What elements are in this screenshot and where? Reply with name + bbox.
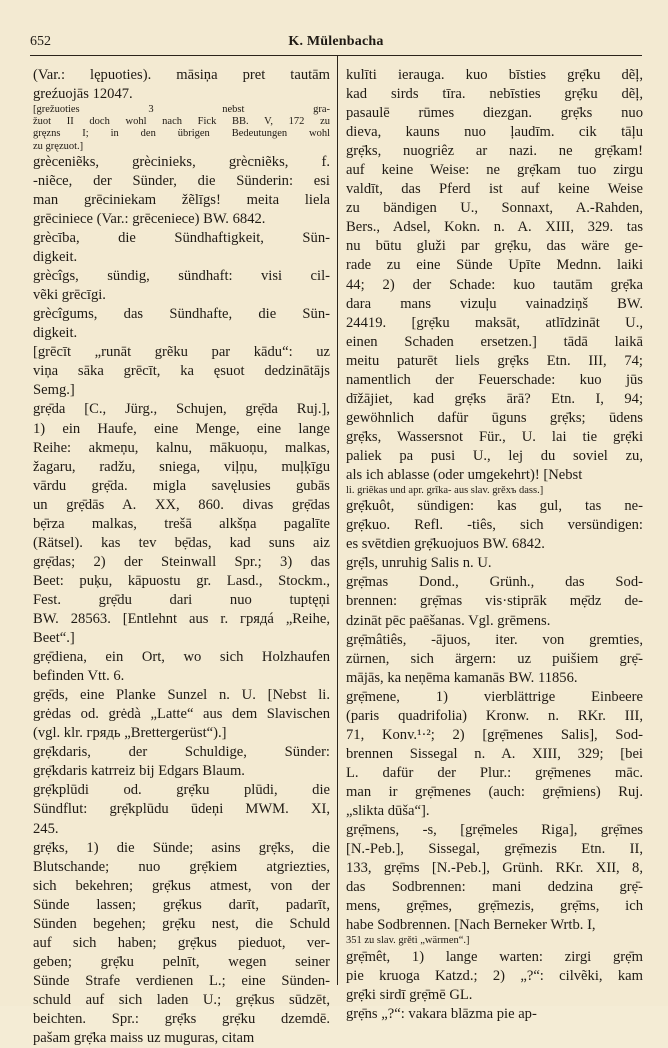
entry-line: L. dafür der Plur.: grẹ̄menes māc. [346, 764, 643, 781]
dictionary-entry [346, 497, 643, 554]
dictionary-entry [33, 229, 330, 267]
entry-line: pie kruoga Katzd.; 2) „?“: cilvẽki, kam [346, 967, 643, 984]
dictionary-entry [346, 631, 643, 688]
etymology-note [346, 935, 643, 947]
entry-line: [grežuoties 3 nebst gra- [33, 104, 330, 116]
entry-line: vẽki grēcīgi. [33, 287, 106, 304]
entry-line: viņa sāka grēcīt, ka ęsuot dedzinātājs [33, 363, 330, 380]
dictionary-entry [33, 648, 330, 686]
dictionary-entry [346, 948, 643, 1005]
entry-line: grėdas od. grėdà „Latte“ aus dem Slavischen [33, 706, 330, 723]
entry-line: grẹ̄diena, ein Ort, wo sich Holzhaufen [33, 649, 330, 666]
entry-line: (paris quadrifolia) Kronw. n. RKr. III, [346, 707, 643, 724]
entry-line: grècība, die Sündhaftigkeit, Sün- [33, 230, 330, 247]
page-number: 652 [30, 34, 51, 49]
entry-line: grẹ̄mâtiês, -ājuos, iter. von gremties, [346, 631, 643, 648]
entry-line: grẹ̄da [C., Jürg., Schujen, grẹ̄da Ruj.], [33, 401, 330, 418]
entry-line: (Rätsel). kas tev bẹ̄das, kad suns aiz [33, 534, 330, 551]
entry-line: grẹ̄ks, nuogriêz ar nazi. ne grẹ̄kam! [346, 143, 643, 160]
entry-line: Semg.] [33, 382, 75, 399]
entry-line: grẹ̄kplūdi od. grẹ̄ku plūdi, die [33, 782, 330, 799]
entry-line: žuot II doch wohl nach Fick BB. V, 172 zu [33, 116, 330, 128]
entry-line: Sündflut: grẹ̄kplūdu ūdeņi MWM. XI, [33, 801, 330, 818]
dictionary-entry [33, 267, 330, 305]
right-column [346, 66, 643, 1024]
entry-line: bẹ̄rza malkas, trešā alkšņa pagalīte [33, 515, 330, 532]
entry-line: 44; 2) der Schade: kuo tautām grẹ̄ka [346, 276, 643, 293]
entry-line: habe Sodbrennen. [Nach Berneker Wrtb. I, [346, 917, 596, 934]
entry-line: sich bekehren; grẹ̄kus atmest, von der [33, 877, 330, 894]
entry-line: auf sich haben; grẹ̄kus pieduot, ver- [33, 934, 330, 951]
entry-line: 351 zu slav. grětì „wärmen“.] [346, 935, 470, 947]
entry-line: li. griẽkas und apr. grīka- aus slav. grěxъ dass.] [346, 485, 544, 497]
entry-line: dara mans vizuļu vainadziņš BW. [346, 295, 643, 312]
entry-line: dzināt pēc paēšanas. Vgl. grēmens. [346, 612, 551, 629]
running-head: K. Mülenbacha [288, 34, 384, 49]
dictionary-entry [346, 554, 643, 573]
dictionary-entry [33, 305, 330, 343]
entry-line: „slikta dūša“]. [346, 802, 430, 819]
entry-line: man ir grẹ̄menes (auch: grẹ̄miens) Ruj. [346, 783, 643, 800]
entry-line: digkeit. [33, 325, 78, 342]
entry-line: es svētdien grẹ̄kuojuos BW. 6842. [346, 536, 545, 553]
dictionary-entry [33, 153, 330, 229]
entry-line: 24419. [grẹ̄ku maksāt, atlīdzināt U., [346, 314, 643, 331]
entry-line: gewöhnlich dafür ūguns grẹ̄ks; ūdens [346, 409, 643, 426]
entry-line: grẹ̄mas Dond., Grünh., das Sod- [346, 574, 643, 591]
entry-line: grēciniece (Var.: grēceniece) BW. 6842. [33, 211, 266, 227]
entry-line: greźuojās 12047. [33, 86, 133, 103]
entry-line: zürnen, sich ärgern: uz puišiem grẹ̄- [346, 650, 643, 667]
entry-line: mājās, ka neņēma kamanās BW. 11856. [346, 669, 578, 686]
entry-line: paliek pa pusi U., lej du soviel zu, [346, 447, 643, 464]
entry-line: grẹ̄das; 2) der Steinwall Spr.; 3) das [33, 553, 330, 570]
entry-line: meitu paturēt liels grẹ̄ks Etn. III, 74; [346, 352, 643, 369]
header-rule [30, 55, 642, 56]
entry-line: Beet: puķu, kāpuostu gr. Lasd., Stockm., [33, 572, 330, 589]
entry-line: grẹ̄ks, 1) die Sünde; asins grẹ̄ks, die [33, 839, 330, 856]
entry-line: 245. [33, 820, 59, 837]
etymology-note [346, 485, 643, 497]
entry-line: žagaru, radžu, sniega, viļņu, muļķīgu [33, 458, 330, 475]
left-column [33, 66, 330, 1048]
entry-line: befinden Vtt. 6. [33, 668, 125, 685]
entry-line: als ich ablasse (oder umgekehrt)! [Nebst [346, 466, 583, 483]
entry-line: Beet“.] [33, 630, 75, 647]
dictionary-entry [346, 1005, 643, 1024]
entry-line: namentlich der Feuerschade: kuo jūs [346, 371, 643, 388]
entry-line: dieva, kauns nuo ļaudīm. cik tāļu [346, 124, 643, 141]
dictionary-entry [33, 781, 330, 838]
dictionary-entry [33, 343, 330, 400]
entry-line: grèceniẽks, grècinieks, grècniẽks, f. [33, 153, 330, 170]
entry-line: grẹ̄ki sirdī grẹ̄mē GL. [346, 986, 473, 1003]
entry-line: digkeit. [33, 249, 78, 266]
dictionary-entry [346, 821, 643, 935]
column-divider [337, 55, 338, 985]
entry-line: brennen Sissegal n. A. XIII, 329; [bei [346, 745, 643, 762]
entry-line: zu bändigen U., Sonnaxt, A.-Rahden, [346, 200, 643, 217]
entry-line: BW. 28563. [Entlehnt aus r. грядá „Reihe, [33, 610, 330, 627]
entry-line: grẹ̄ls, unruhig Salis n. U. [346, 555, 492, 572]
entry-line: pasaulē rūmes diezgan. grẹ̄ks nuo [346, 105, 643, 122]
entry-line: beichten. Spr.: grẹ̄ks grẹ̄ku dzemdē. [33, 1010, 330, 1027]
entry-line: nu būtu gluži par grẹ̄ku, das wäre ge- [346, 238, 643, 255]
dictionary-entry [346, 66, 643, 485]
entry-line: grècîgums, das Sündhafte, die Sün- [33, 306, 330, 323]
entry-line: auf keine Weise: ne grẹ̄kam tuo zirgu [346, 162, 643, 179]
entry-line: grẹ̄mêt, 1) lange warten: zirgi grẹ̄m [346, 948, 643, 965]
entry-line: grẹ̄ns „?“: vakara blāzma pie ap- [346, 1005, 537, 1022]
dictionary-entry [346, 688, 643, 821]
entry-line: 71, Konv.¹·²; 2) [grẹ̄menes Salis], Sod- [346, 726, 643, 743]
entry-line: vārdu grẹ̄da. migla savęlusies gubās [33, 477, 330, 494]
entry-line: grẹ̄ks, Wassersnot Für., U. lai tie grẹ̄ki [346, 428, 643, 445]
entry-line: 1) ein Haufe, eine Menge, eine lange [33, 420, 330, 437]
entry-line: [grēcīt „runāt grẽku par kādu“: uz [33, 344, 330, 361]
entry-line: grẹ̄mens, -s, [grẹ̄meles Riga], grẹ̄mes [346, 822, 643, 839]
entry-line: -niẽce, der Sünder, die Sünderin: esi [33, 172, 330, 189]
entry-line: rade zu eine Sünde Upīte Mednn. laiki [346, 257, 643, 274]
etymology-note [33, 104, 330, 153]
entry-line: 133, grẹ̄ms [N.-Peb.], Grünh. RKr. XII, 8, [346, 860, 643, 877]
entry-line: Blutschande; nuo grẹ̄kiem atgriezties, [33, 858, 330, 875]
entry-line: Sünden begehen; grẹ̄ku nest, die Schuld [33, 915, 330, 932]
entry-line: valdīt, das Pferd ist auf keine Weise [346, 181, 643, 198]
dictionary-entry [33, 400, 330, 648]
entry-line: Reihe: akmeņu, kalnu, mākuoņu, malkas, [33, 439, 330, 456]
page-header [30, 30, 642, 50]
entry-line: gręzns I; in den übrigen Bedeutungen wohl [33, 128, 330, 140]
entry-line: man grēciniekam žẽlīgs! meita liela [33, 191, 330, 208]
entry-line: zu gręzuot.] [33, 140, 84, 152]
entry-line: pašam grẹ̄ka maiss uz muguras, citam [33, 1030, 255, 1047]
entry-line: (Var.: lępuoties). māsiņa pret tautām [33, 67, 330, 83]
entry-line: grẹ̄kdaris, der Schuldige, Sünder: [33, 744, 330, 761]
entry-line: Sünde lassen; grẹ̄kus darīt, padarīt, [33, 896, 330, 913]
entry-line: kad sirds tīra. nebīsties grẹ̄ku dẽļ, [346, 86, 643, 103]
entry-line: mens, grẹ̄mes, grẹ̄mezis, grẹ̄ms, ich [346, 898, 643, 915]
dictionary-entry [33, 743, 330, 781]
entry-line: einen Schaden ersetzen.] tādā laikā [346, 333, 643, 350]
entry-line: [N.-Peb.], Sissegal, grẹ̄mezis Etn. II, [346, 841, 643, 858]
entry-line: das Sodbrennen: mani dedzina grẹ̄- [346, 879, 643, 896]
dictionary-entry [33, 686, 330, 743]
entry-line: geben; grẹ̄ku pelnīt, wegen seiner [33, 953, 330, 970]
entry-line: grècîgs, sündig, sündhaft: visi cil- [33, 268, 330, 285]
entry-line: grẹ̄ds, eine Planke Sunzel n. U. [Nebst li. [33, 687, 330, 704]
entry-line: grẹ̄kdaris katrreiz bij Edgars Blaum. [33, 763, 245, 780]
entry-line: schuld auf sich laden U.; grẹ̄kus sūdzēt, [33, 991, 330, 1008]
entry-line: dīžājiet, kad grẹ̄ks ārā? Etn. I, 94; [346, 390, 643, 407]
entry-line: kulīti ierauga. kuo bīsties grẹ̄ku dẽļ, [346, 67, 643, 83]
entry-line: (vgl. klr. грядь „Brettergerüst“).] [33, 725, 227, 742]
entry-line: grẹ̄kuo. Refl. -tiês, sich versündigen: [346, 517, 643, 534]
entry-line: brennen: grẹ̄mas vis·stiprāk mẹ̄dz de- [346, 593, 643, 610]
entry-line: Bers., Adsel, Kokn. n. A. XIII, 329. tas [346, 219, 643, 236]
entry-line: un grẹ̄dās A. XX, 860. divas grẹ̄das [33, 496, 330, 513]
entry-line: Sünde Strafe verdienen L.; eine Sünden- [33, 972, 330, 989]
entry-line: Fest. grẹ̄du dari nuo tuptęņi [33, 591, 330, 608]
dictionary-entry [33, 839, 330, 1048]
dictionary-entry [33, 66, 330, 104]
entry-line: grẹ̄kuôt, sündigen: kas gul, tas ne- [346, 498, 643, 515]
entry-line: grẹ̄mene, 1) vierblättrige Einbeere [346, 688, 643, 705]
dictionary-entry [346, 573, 643, 630]
